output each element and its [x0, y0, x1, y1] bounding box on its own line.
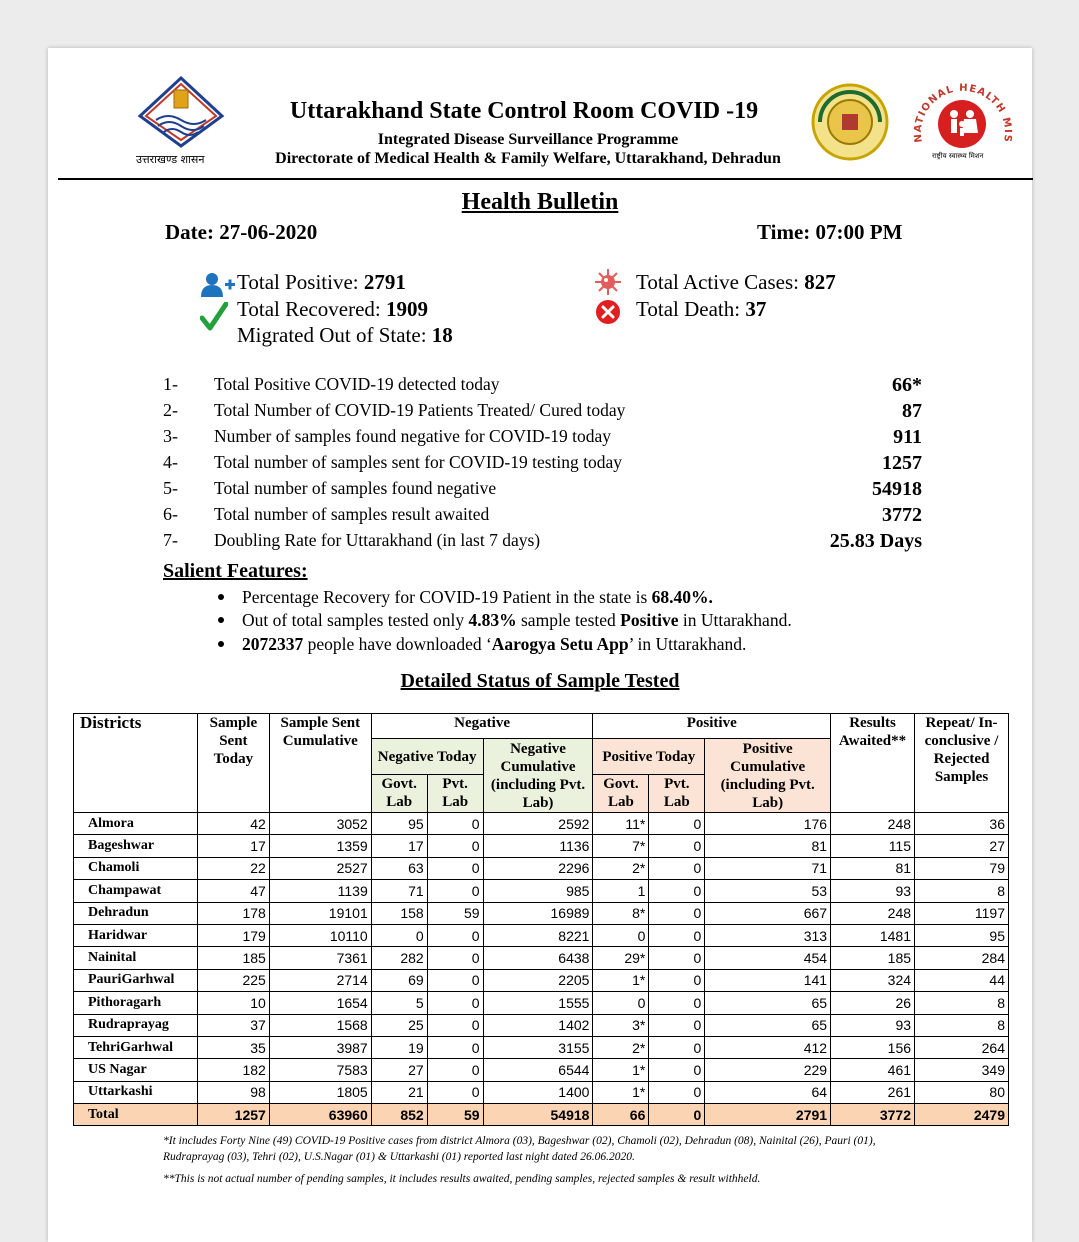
table-cell: 179 — [197, 924, 269, 946]
table-cell: 0 — [649, 1014, 705, 1036]
table-cell: 2205 — [483, 969, 593, 991]
table-cell: 6544 — [483, 1059, 593, 1081]
table-cell: 0 — [649, 992, 705, 1014]
table-cell: 2527 — [269, 857, 371, 879]
table-cell: 0 — [649, 880, 705, 902]
table-cell: 2* — [593, 1036, 649, 1058]
district-name: US Nagar — [74, 1059, 198, 1081]
table-cell: 115 — [831, 835, 915, 857]
col-sample-cumulative: Sample Sent Cumulative — [269, 714, 371, 813]
table-cell: 69 — [371, 969, 427, 991]
col-neg-pvt-lab: Pvt. Lab — [427, 775, 483, 813]
table-row — [74, 835, 1009, 857]
col-repeat-rejected: Repeat/ In-conclusive / Rejected Samples — [915, 714, 1009, 813]
district-name: Rudraprayag — [74, 1014, 198, 1036]
table-cell: 3052 — [269, 813, 371, 835]
table-cell: 1197 — [915, 902, 1009, 924]
table-cell: 248 — [831, 813, 915, 835]
district-name: Pithoragarh — [74, 992, 198, 1014]
table-cell: 54918 — [483, 1104, 593, 1126]
nhm-ring-text: NATIONAL HEALTH MIS — [912, 82, 1014, 144]
district-name: Champawat — [74, 880, 198, 902]
table-cell: 2791 — [705, 1104, 831, 1126]
table-cell: 0 — [649, 1059, 705, 1081]
table-cell: 1136 — [483, 835, 593, 857]
death-x-icon — [595, 299, 621, 330]
salient-bullet-positivity: Out of total samples tested only 4.83% sample tested Positive in Uttarakhand. — [218, 610, 792, 631]
table-cell: 0 — [649, 924, 705, 946]
district-name: TehriGarhwal — [74, 1036, 198, 1058]
table-cell: 182 — [197, 1059, 269, 1081]
table-cell: 284 — [915, 947, 1009, 969]
table-row — [74, 880, 1009, 902]
header-divider — [58, 178, 1033, 180]
table-cell: 63960 — [269, 1104, 371, 1126]
list-item: 6- Total number of samples result awaited 3772 — [163, 504, 922, 526]
table-body — [74, 813, 1009, 1126]
district-status-table — [73, 713, 1009, 1126]
table-cell: 95 — [371, 813, 427, 835]
total-active-cases: Total Active Cases: 827 — [636, 270, 836, 294]
table-cell: 156 — [831, 1036, 915, 1058]
table-cell: 93 — [831, 880, 915, 902]
table-cell: 98 — [197, 1081, 269, 1103]
table-cell: 7583 — [269, 1059, 371, 1081]
table-cell: 59 — [427, 902, 483, 924]
table-cell: 59 — [427, 1104, 483, 1126]
total-death: Total Death: 37 — [636, 297, 767, 321]
table-cell: 261 — [831, 1081, 915, 1103]
col-sample-today: Sample Sent Today — [197, 714, 269, 813]
col-negative-today: Negative Today — [371, 739, 483, 775]
list-item: 2- Total Number of COVID-19 Patients Treated/ Cured today 87 — [163, 400, 922, 422]
footnote-1b: Rudraprayag (03), Tehri (02), U.S.Nagar (01) & Uttarkashi (01) reported last night dated 26.06.2020. — [163, 1151, 635, 1163]
table-cell: 1402 — [483, 1014, 593, 1036]
table-cell: 0 — [593, 992, 649, 1014]
district-name: Uttarkashi — [74, 1081, 198, 1103]
table-cell: 461 — [831, 1059, 915, 1081]
nhm-caption: राष्ट्रीय स्वास्थ्य मिशन — [932, 152, 984, 160]
table-cell: 0 — [427, 1081, 483, 1103]
table-cell: 0 — [427, 924, 483, 946]
salient-bullet-aarogya: 2072337 people have downloaded ‘Aarogya Setu App’ in Uttarakhand. — [218, 634, 746, 655]
table-cell: 282 — [371, 947, 427, 969]
table-cell: 1* — [593, 1059, 649, 1081]
table-cell: 93 — [831, 1014, 915, 1036]
table-cell: 44 — [915, 969, 1009, 991]
table-cell: 66 — [593, 1104, 649, 1126]
migrated-out: Migrated Out of State: 18 — [237, 323, 453, 347]
table-cell: 0 — [593, 924, 649, 946]
table-cell: 35 — [197, 1036, 269, 1058]
table-cell: 10110 — [269, 924, 371, 946]
table-cell: 80 — [915, 1081, 1009, 1103]
col-negative: Negative — [371, 714, 593, 739]
table-row — [74, 992, 1009, 1014]
table-cell: 0 — [427, 880, 483, 902]
col-pos-govt-lab: Govt. Lab — [593, 775, 649, 813]
table-cell: 2592 — [483, 813, 593, 835]
table-cell: 53 — [705, 880, 831, 902]
table-cell: 264 — [915, 1036, 1009, 1058]
table-cell: 178 — [197, 902, 269, 924]
table-cell: 71 — [705, 857, 831, 879]
table-cell: 0 — [649, 947, 705, 969]
table-cell: 412 — [705, 1036, 831, 1058]
uttarakhand-logo — [136, 76, 226, 148]
table-cell: 47 — [197, 880, 269, 902]
table-cell: 0 — [649, 1036, 705, 1058]
directorate: Directorate of Medical Health & Family Welfare, Uttarakhand, Dehradun — [275, 150, 781, 167]
table-cell: 17 — [371, 835, 427, 857]
table-cell: 0 — [427, 1014, 483, 1036]
table-cell: 65 — [705, 1014, 831, 1036]
table-cell: 1 — [593, 880, 649, 902]
table-cell: 21 — [371, 1081, 427, 1103]
table-cell: 19 — [371, 1036, 427, 1058]
table-cell: 0 — [427, 835, 483, 857]
table-row — [74, 1081, 1009, 1103]
district-name: Dehradun — [74, 902, 198, 924]
table-cell: 0 — [427, 1036, 483, 1058]
table-cell: 1* — [593, 1081, 649, 1103]
table-cell: 95 — [915, 924, 1009, 946]
table-cell: 63 — [371, 857, 427, 879]
table-cell: 37 — [197, 1014, 269, 1036]
table-cell: 0 — [427, 947, 483, 969]
table-cell: 1* — [593, 969, 649, 991]
table-cell: 16989 — [483, 902, 593, 924]
table-row — [74, 924, 1009, 946]
table-cell: 26 — [831, 992, 915, 1014]
table-cell: 6438 — [483, 947, 593, 969]
table-cell: 1257 — [197, 1104, 269, 1126]
footnote-1: *It includes Forty Nine (49) COVID-19 Positive cases from district Almora (03), Bageshwar (02), Chamoli (02), Dehradun (08), Nainital (26), Pauri (01), — [163, 1135, 876, 1147]
table-cell: 225 — [197, 969, 269, 991]
table-cell: 0 — [427, 992, 483, 1014]
table-cell: 349 — [915, 1059, 1009, 1081]
table-cell: 25 — [371, 1014, 427, 1036]
table-cell: 7361 — [269, 947, 371, 969]
table-cell: 27 — [915, 835, 1009, 857]
table-cell: 0 — [649, 857, 705, 879]
district-name: Nainital — [74, 947, 198, 969]
table-cell: 3* — [593, 1014, 649, 1036]
table-cell: 0 — [649, 969, 705, 991]
table-cell: 29* — [593, 947, 649, 969]
bulletin-date: Date: 27-06-2020 — [165, 220, 318, 244]
table-row — [74, 969, 1009, 991]
nhm-logo — [908, 72, 1016, 168]
table-cell: 27 — [371, 1059, 427, 1081]
table-cell: 5 — [371, 992, 427, 1014]
table-cell: 2714 — [269, 969, 371, 991]
table-cell: 0 — [649, 813, 705, 835]
table-cell: 36 — [915, 813, 1009, 835]
list-item: 7- Doubling Rate for Uttarakhand (in last 7 days) 25.83 Days — [163, 530, 922, 552]
total-positive: Total Positive: 2791 — [237, 270, 406, 294]
table-row — [74, 902, 1009, 924]
bulletin-page — [48, 48, 1032, 1242]
table-cell: 0 — [427, 1059, 483, 1081]
subtitle: Integrated Disease Surveillance Programme — [377, 131, 679, 148]
table-cell: 0 — [427, 969, 483, 991]
table-cell: 0 — [649, 835, 705, 857]
table-cell: 1481 — [831, 924, 915, 946]
list-item: 5- Total number of samples found negative 54918 — [163, 478, 922, 500]
virus-icon — [594, 268, 622, 301]
table-cell: 7* — [593, 835, 649, 857]
district-name: Total — [74, 1104, 198, 1126]
table-cell: 1359 — [269, 835, 371, 857]
table-cell: 0 — [427, 813, 483, 835]
table-cell: 324 — [831, 969, 915, 991]
table-total-row — [74, 1104, 1009, 1126]
col-positive-today: Positive Today — [593, 739, 705, 775]
district-name: Bageshwar — [74, 835, 198, 857]
table-cell: 71 — [371, 880, 427, 902]
table-cell: 8 — [915, 992, 1009, 1014]
table-cell: 79 — [915, 857, 1009, 879]
table-cell: 8221 — [483, 924, 593, 946]
table-cell: 8 — [915, 880, 1009, 902]
col-districts: Districts — [74, 714, 198, 813]
table-cell: 1555 — [483, 992, 593, 1014]
table-row — [74, 1036, 1009, 1058]
table-cell: 2* — [593, 857, 649, 879]
district-name: Chamoli — [74, 857, 198, 879]
table-cell: 313 — [705, 924, 831, 946]
list-item: 1- Total Positive COVID-19 detected today 66* — [163, 374, 922, 396]
col-negative-cumulative: Negative Cumulative (including Pvt. Lab) — [483, 739, 593, 813]
total-recovered: Total Recovered: 1909 — [237, 297, 428, 321]
person-plus-icon — [201, 273, 235, 302]
table-cell: 1805 — [269, 1081, 371, 1103]
table-cell: 64 — [705, 1081, 831, 1103]
footnote-2: **This is not actual number of pending samples, it includes results awaited, pending samples, rejected samples & result withheld. — [163, 1173, 761, 1185]
table-row — [74, 1059, 1009, 1081]
table-cell: 3987 — [269, 1036, 371, 1058]
table-cell: 454 — [705, 947, 831, 969]
table-cell: 1654 — [269, 992, 371, 1014]
bulletin-heading: Health Bulletin — [461, 189, 619, 215]
checkmark-icon — [200, 302, 228, 337]
table-cell: 3772 — [831, 1104, 915, 1126]
table-cell: 2296 — [483, 857, 593, 879]
table-row — [74, 813, 1009, 835]
table-cell: 1139 — [269, 880, 371, 902]
table-cell: 248 — [831, 902, 915, 924]
table-cell: 985 — [483, 880, 593, 902]
table-row — [74, 947, 1009, 969]
table-cell: 141 — [705, 969, 831, 991]
district-name: Almora — [74, 813, 198, 835]
table-cell: 3155 — [483, 1036, 593, 1058]
col-neg-govt-lab: Govt. Lab — [371, 775, 427, 813]
bulletin-time: Time: 07:00 PM — [757, 220, 903, 244]
table-cell: 0 — [649, 1104, 705, 1126]
table-row — [74, 1014, 1009, 1036]
table-heading: Detailed Status of Sample Tested — [400, 670, 680, 692]
table-cell: 22 — [197, 857, 269, 879]
salient-bullet-recovery: Percentage Recovery for COVID-19 Patient in the state is 68.40%. — [218, 587, 713, 608]
table-cell: 65 — [705, 992, 831, 1014]
table-cell: 1400 — [483, 1081, 593, 1103]
table-cell: 81 — [831, 857, 915, 879]
logo-caption: उत्तराखण्ड शासन — [136, 153, 205, 166]
col-pos-pvt-lab: Pvt. Lab — [649, 775, 705, 813]
salient-heading: Salient Features: — [163, 560, 308, 582]
col-positive-cumulative: Positive Cumulative (including Pvt. Lab) — [705, 739, 831, 813]
table-cell: 0 — [427, 857, 483, 879]
table-cell: 0 — [649, 902, 705, 924]
table-cell: 667 — [705, 902, 831, 924]
table-cell: 42 — [197, 813, 269, 835]
list-item: 4- Total number of samples sent for COVID-19 testing today 1257 — [163, 452, 922, 474]
table-cell: 17 — [197, 835, 269, 857]
table-cell: 8* — [593, 902, 649, 924]
table-cell: 1568 — [269, 1014, 371, 1036]
table-cell: 185 — [831, 947, 915, 969]
table-cell: 10 — [197, 992, 269, 1014]
table-cell: 852 — [371, 1104, 427, 1126]
table-cell: 0 — [371, 924, 427, 946]
table-cell: 19101 — [269, 902, 371, 924]
idsp-emblem-icon — [810, 82, 890, 162]
district-name: PauriGarhwal — [74, 969, 198, 991]
table-cell: 2479 — [915, 1104, 1009, 1126]
table-row — [74, 857, 1009, 879]
page-title: Uttarakhand State Control Room COVID -19 — [289, 98, 759, 124]
table-cell: 185 — [197, 947, 269, 969]
col-positive: Positive — [593, 714, 831, 739]
table-cell: 11* — [593, 813, 649, 835]
table-cell: 0 — [649, 1081, 705, 1103]
district-name: Haridwar — [74, 924, 198, 946]
table-cell: 8 — [915, 1014, 1009, 1036]
table-cell: 158 — [371, 902, 427, 924]
list-item: 3- Number of samples found negative for COVID-19 today 911 — [163, 426, 922, 448]
table-cell: 229 — [705, 1059, 831, 1081]
col-results-awaited: Results Awaited** — [831, 714, 915, 813]
table-cell: 81 — [705, 835, 831, 857]
table-cell: 176 — [705, 813, 831, 835]
